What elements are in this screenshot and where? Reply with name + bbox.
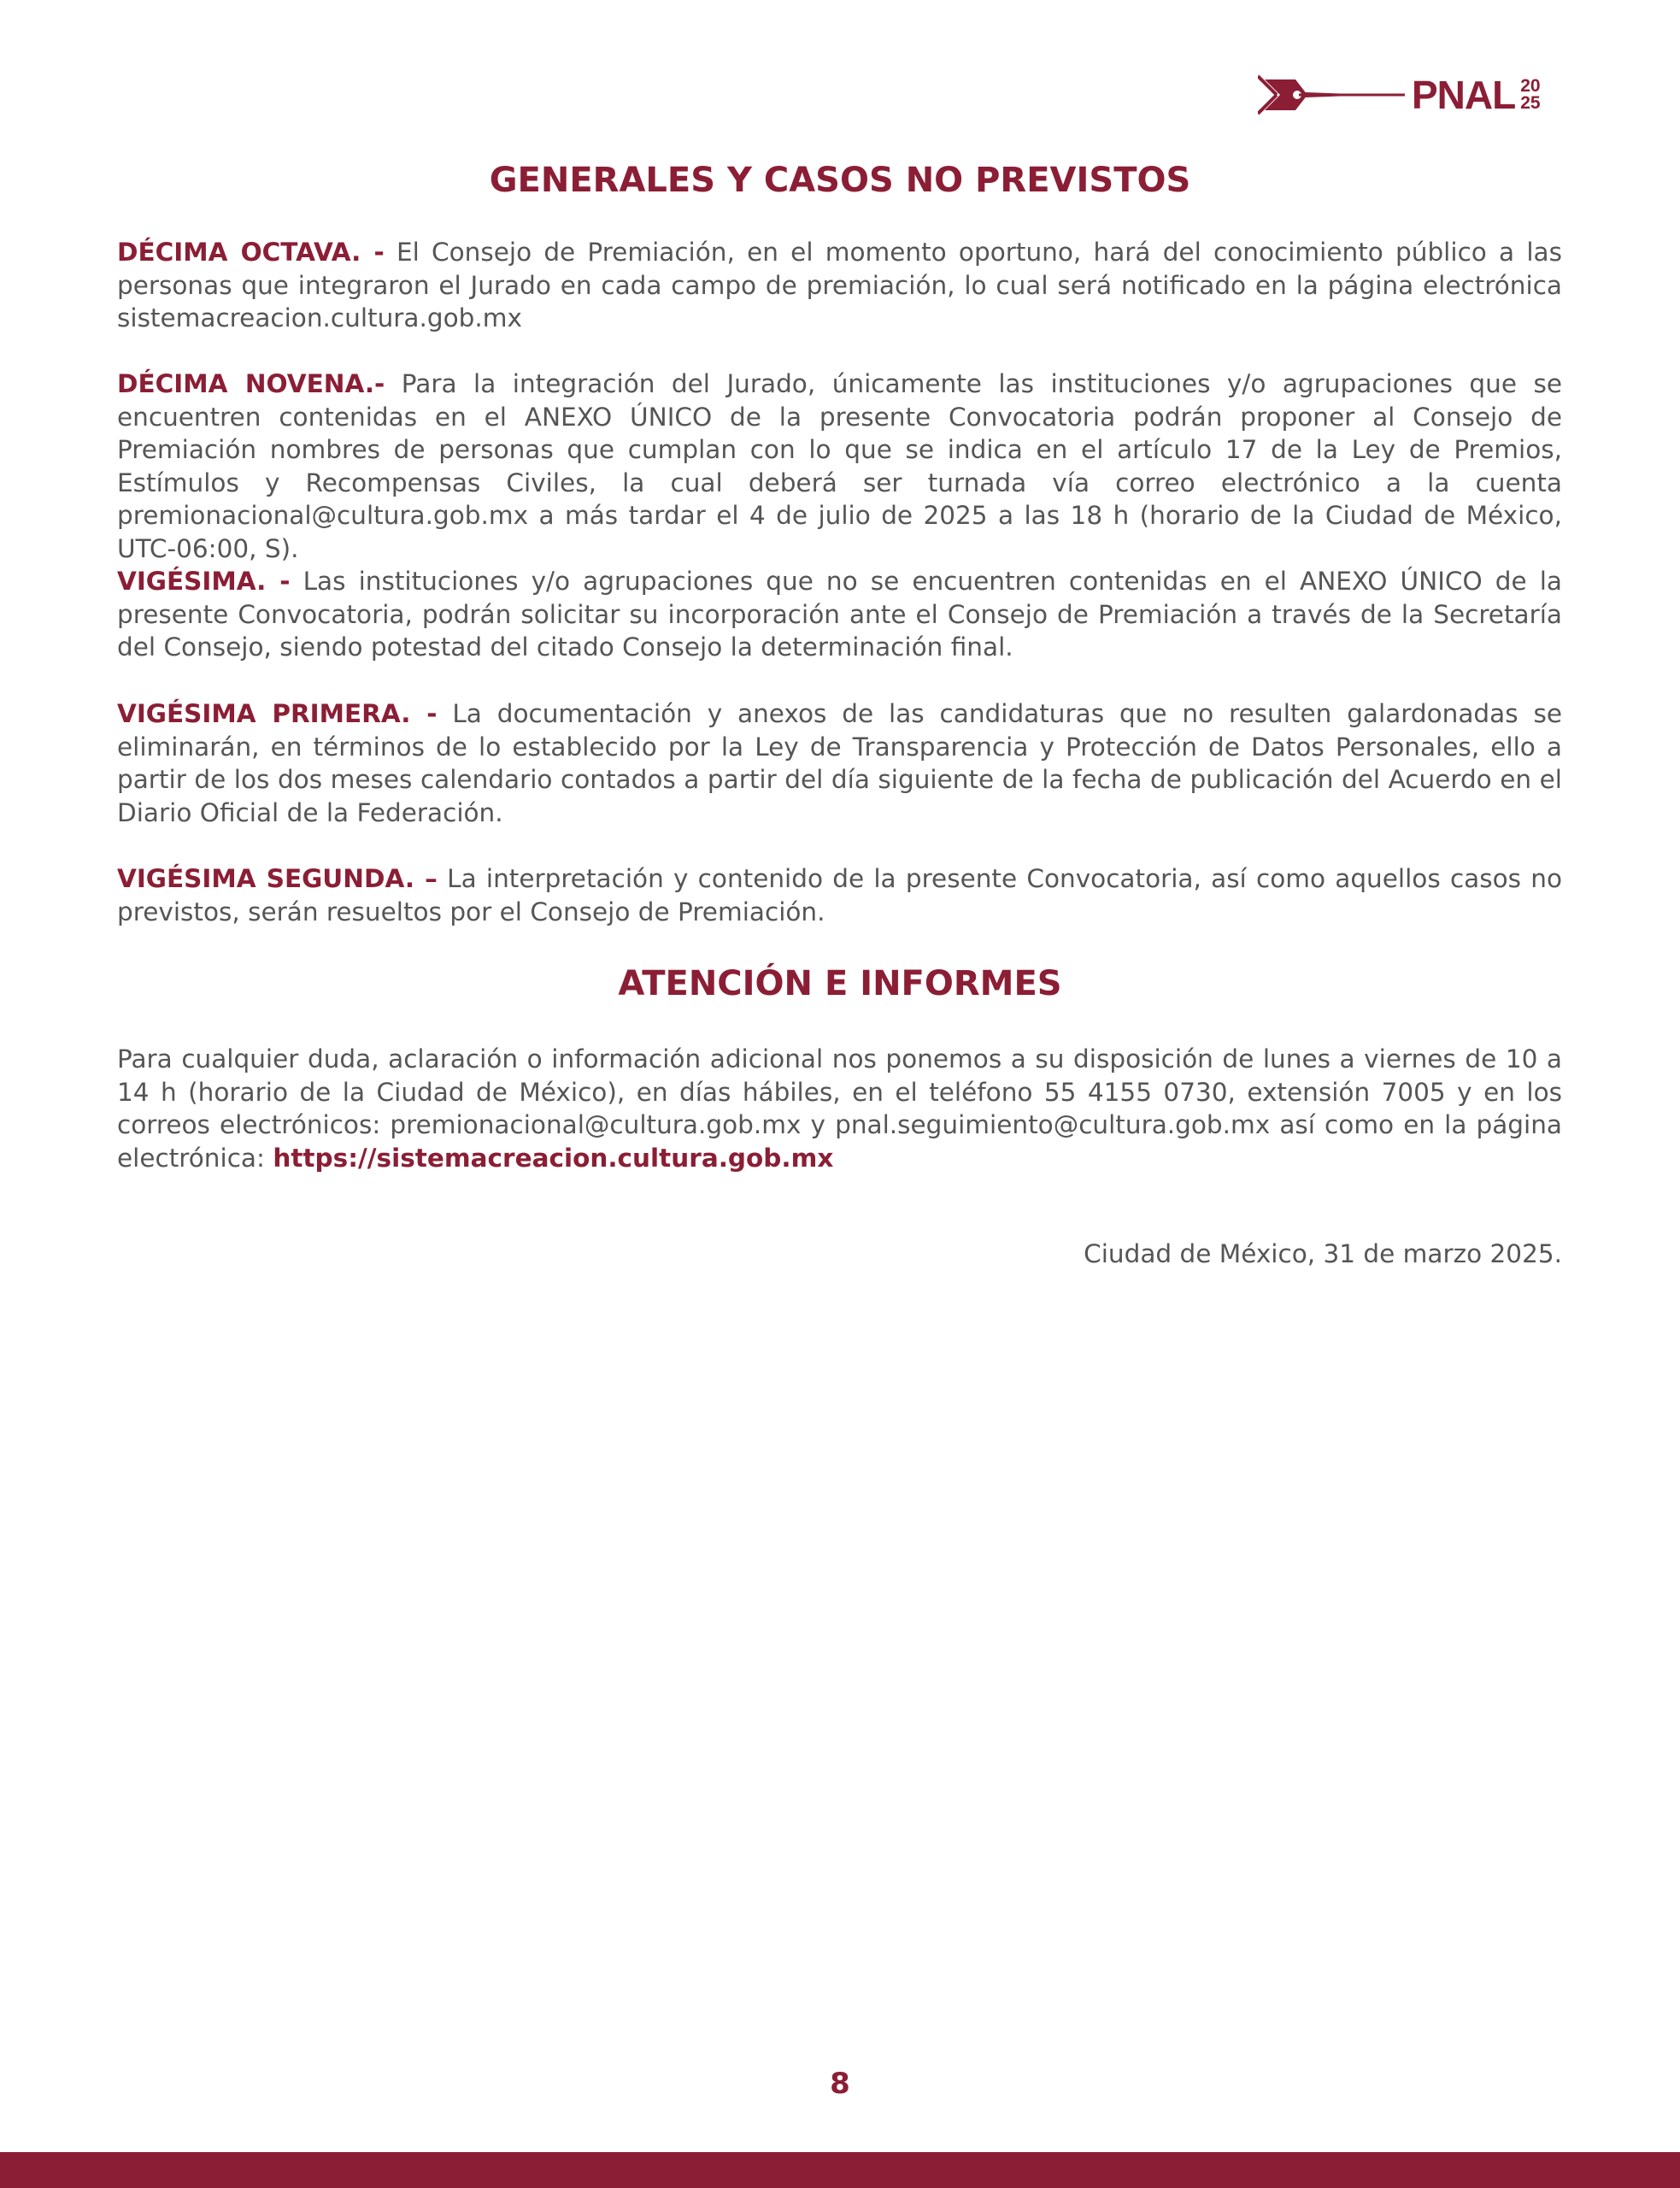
pnal-logo [1258,67,1565,123]
clause-lead: VIGÉSIMA. - [117,567,291,596]
page-number: 8 [830,2067,850,2101]
footer-bar [0,2152,1680,2188]
brand-name: PNAL [1412,73,1516,117]
clause-text: La interpretación y contenido de la presente Convocatoria, así como aquellos casos no previstos, serán resueltos por el Consejo de Premiación. [117,864,1562,926]
clause-lead: DÉCIMA OCTAVA. - [117,238,385,267]
clause-vigesima-primera [117,697,1562,829]
clause-decima-novena [117,368,1562,565]
clause-vigesima-segunda [117,862,1562,928]
clause-decima-octava [117,236,1562,335]
contact-text: Para cualquier duda, aclaración o información adicional nos ponemos a su disposición de lunes a viernes de 10 a 14 h (horario de la Ciudad de México), en días hábiles, en el teléfono 55 4155 0730, extensión 7005 y en los correos electrónicos: premionacional@cultura.gob.mx y pnal.seguimiento@cultura.gob.mx así como en la página electrónica: [117,1044,1562,1173]
brand-year-bottom: 25 [1520,93,1541,113]
section-heading-generales: GENERALES Y CASOS NO PREVISTOS [489,161,1191,200]
contact-paragraph [117,1043,1562,1174]
clause-text: El Consejo de Premiación, en el momento oportuno, hará del conocimiento público a las personas que integraron el Jurado en cada campo de premiación, lo cual será notificado en la página electrónica sistemacreacion.cultura.gob.mx [117,238,1562,332]
clause-lead: VIGÉSIMA PRIMERA. - [117,699,438,728]
clause-lead: DÉCIMA NOVENA.- [117,369,385,398]
brand-year [1520,78,1540,112]
section-heading-atencion: ATENCIÓN E INFORMES [618,964,1062,1003]
clause-lead: VIGÉSIMA SEGUNDA. – [117,864,438,893]
clause-text: Para la integración del Jurado, únicamente las instituciones y/o agrupaciones que se encuentren contenidas en el ANEXO ÚNICO de la presente Convocatoria podrán proponer al Consejo de Premiación nombres de personas que cumplan con lo que se indica en el artículo 17 de la Ley de Premios, Estímulos y Recompensas Civiles, la cual deberá ser turnada vía correo electrónico a la cuenta premionacional@cultura.gob.mx a más tardar el 4 de julio de 2025 a las 18 h (horario de la Ciudad de México, UTC-06:00, S). [117,369,1562,563]
clause-text: Las instituciones y/o agrupaciones que no se encuentren contenidas en el ANEXO ÚNICO de la presente Convocatoria, podrán solicitar su incorporación ante el Consejo de Premiación a través de la Secretaría del Consejo, siendo potestad del citado Consejo la determinación final. [117,567,1562,662]
website-link[interactable]: https://sistemacreacion.cultura.gob.mx [273,1143,834,1173]
pen-nib-icon [1258,69,1405,121]
dateline: Ciudad de México, 31 de marzo 2025. [1084,1239,1562,1268]
clause-text: La documentación y anexos de las candidaturas que no resulten galardonadas se eliminarán, en términos de lo establecido por la Ley de Transparencia y Protección de Datos Personales, ello a partir de los dos meses calendario contados a partir del día siguiente de la fecha de publicación del Acuerdo en el Diario Oficial de la Federación. [117,699,1562,827]
clause-vigesima [117,565,1562,664]
brand-year-top: 20 [1520,76,1541,96]
